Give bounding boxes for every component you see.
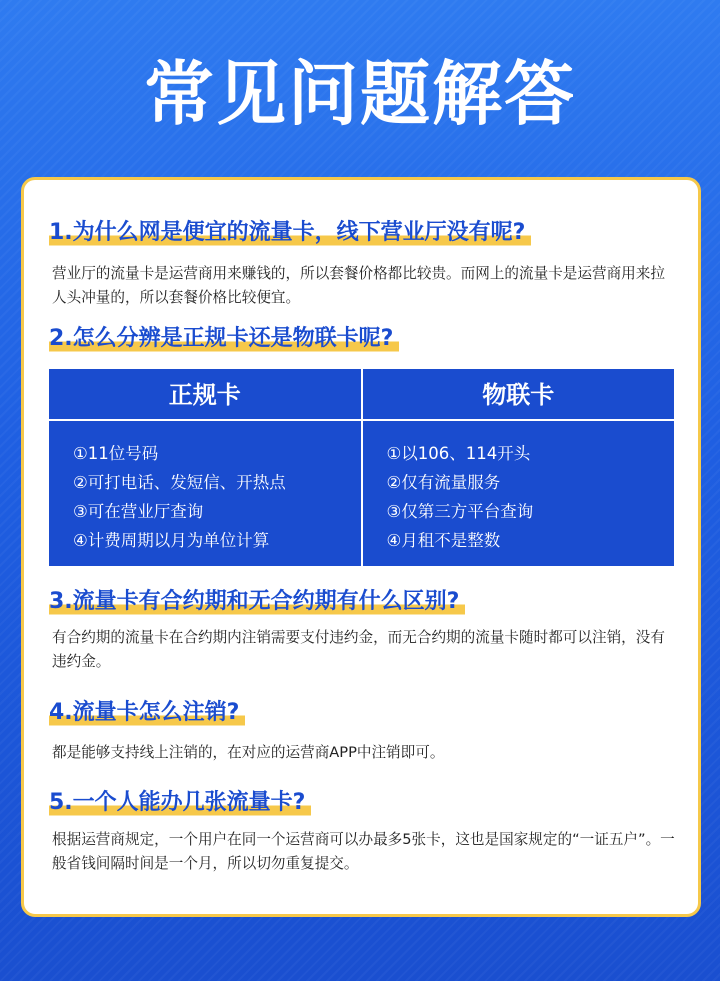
iot-card-header: 物联卡 bbox=[363, 369, 675, 421]
regular-card-list bbox=[49, 421, 361, 555]
regular-card-item: ③可在营业厅查询 bbox=[73, 502, 204, 521]
faq-answer-1: 营业厅的流量卡是运营商用来赚钱的，所以套餐价格都比较贵。而网上的流量卡是运营商用来拉人头冲量的，所以套餐价格比较便宜。 bbox=[52, 265, 665, 306]
iot-card-list bbox=[363, 421, 675, 555]
iot-card-item: ②仅有流量服务 bbox=[386, 473, 501, 492]
regular-card-column bbox=[49, 369, 361, 566]
faq-question-2: 2.怎么分辨是正规卡还是物联卡呢? bbox=[49, 324, 399, 354]
faq-answer-4: 都是能够支持线上注销的，在对应的运营商APP中注销即可。 bbox=[52, 744, 445, 761]
regular-card-item: ①11位号码 bbox=[73, 444, 159, 463]
iot-card-item: ③仅第三方平台查询 bbox=[386, 502, 534, 521]
faq-question-4: 4.流量卡怎么注销? bbox=[49, 698, 245, 728]
faq-question-5: 5.一个人能办几张流量卡? bbox=[49, 788, 311, 818]
faq-question-1: 1.为什么网是便宜的流量卡，线下营业厅没有呢? bbox=[49, 218, 531, 248]
faq-card bbox=[21, 177, 701, 917]
regular-card-item: ④计费周期以月为单位计算 bbox=[73, 531, 270, 550]
faq-answer-5: 根据运营商规定，一个用户在同一个运营商可以办最多5张卡，这也是国家规定的“一证五户”。一般省钱间隔时间是一个月，所以切勿重复提交。 bbox=[52, 831, 675, 872]
regular-card-header: 正规卡 bbox=[49, 369, 361, 421]
faq-question-3: 3.流量卡有合约期和无合约期有什么区别? bbox=[49, 587, 465, 617]
regular-card-item: ②可打电话、发短信、开热点 bbox=[73, 473, 286, 492]
iot-card-item: ④月租不是整数 bbox=[386, 531, 501, 550]
iot-card-item: ①以106、114开头 bbox=[386, 444, 531, 463]
comparison-table bbox=[49, 369, 674, 566]
faq-answer-3: 有合约期的流量卡在合约期内注销需要支付违约金，而无合约期的流量卡随时都可以注销，没有违约金。 bbox=[52, 629, 665, 670]
page-title: 常见问题解答 bbox=[144, 53, 576, 135]
iot-card-column bbox=[361, 369, 675, 566]
